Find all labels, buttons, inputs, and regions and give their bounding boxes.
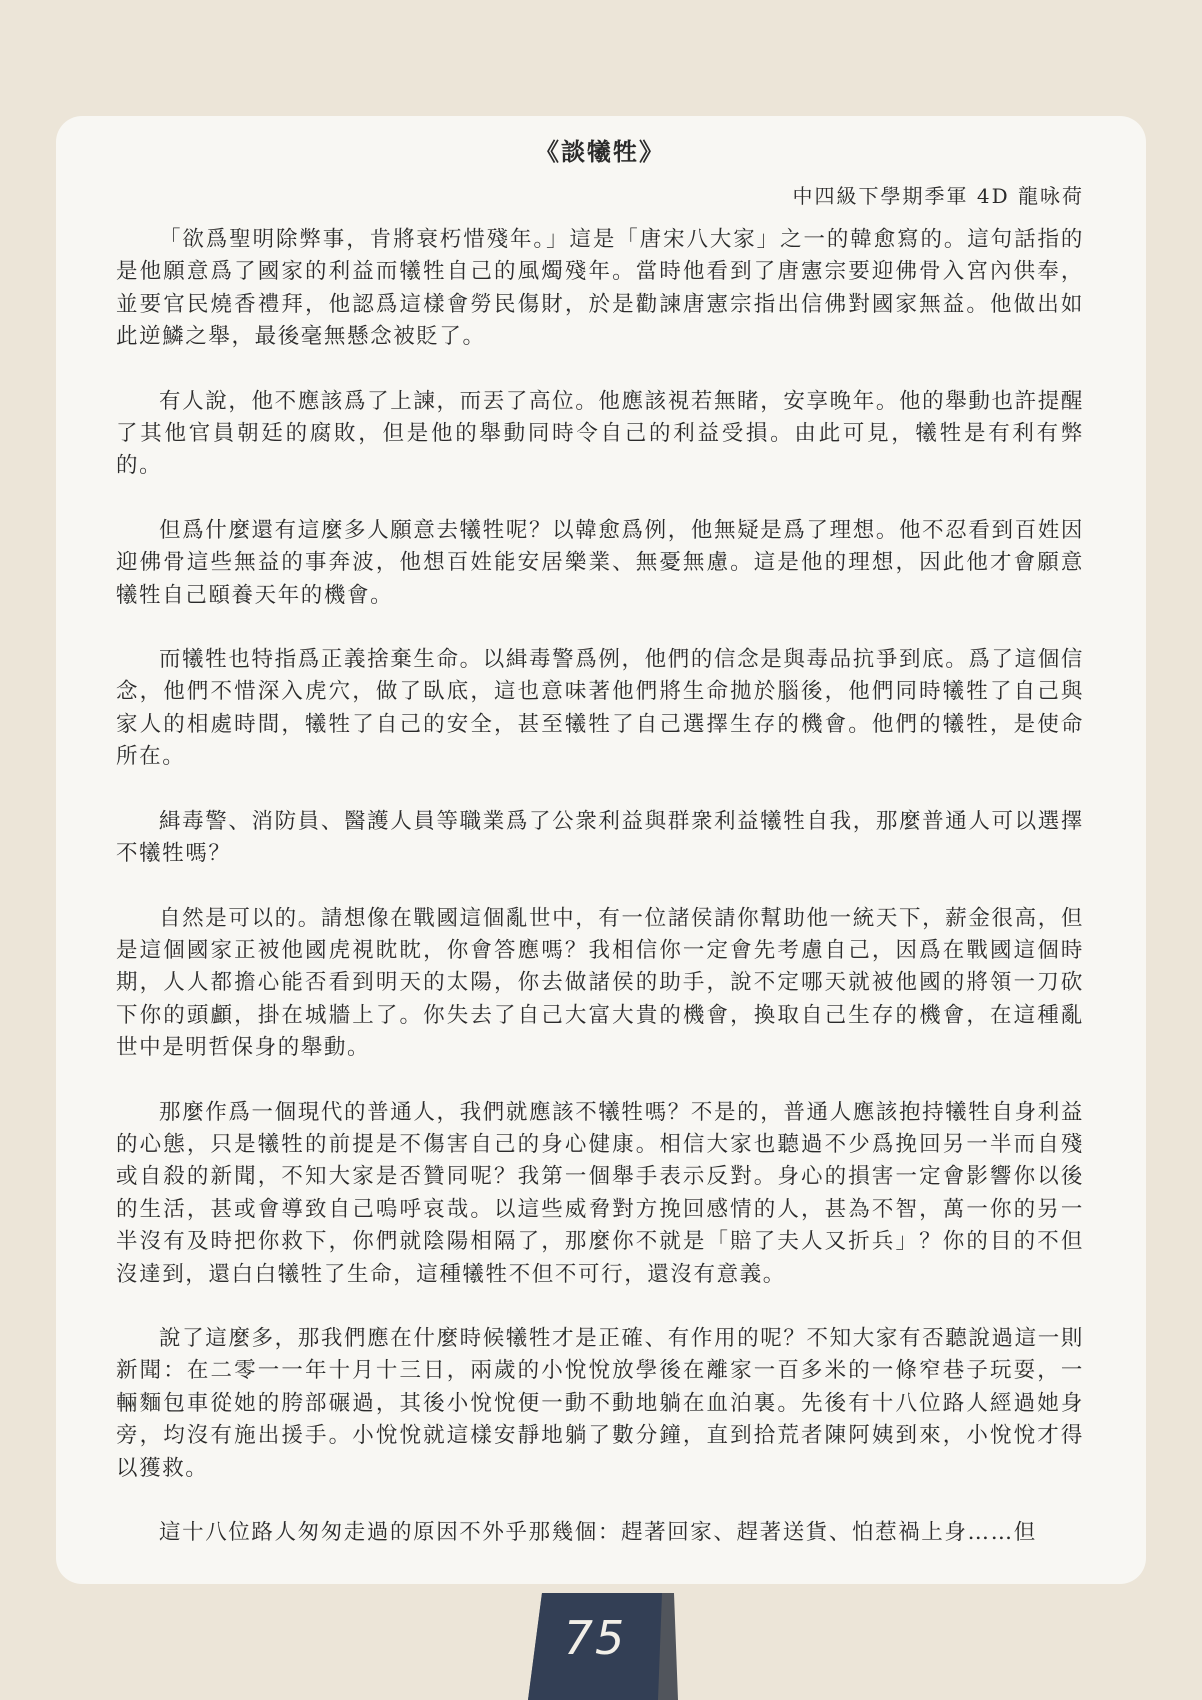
paragraph-5: 緝毒警、消防員、醫護人員等職業爲了公衆利益與群衆利益犧牲自我，那麼普通人可以選擇不犧牲嗎？	[116, 808, 1084, 867]
paragraph-6: 自然是可以的。請想像在戰國這個亂世中，有一位諸侯請你幫助他一統天下，薪金很高，但是這個國家正被他國虎視眈眈，你會答應嗎？我相信你一定會先考慮自己，因爲在戰國這個時期，人人都擔心能否看到明天的太陽，你去做諸侯的助手，說不定哪天就被他國的將領一刀砍下你的頭顱，掛在城牆上了。你失去了自己大富大貴的機會，換取自己生存的機會，在這種亂世中是明哲保身的舉動。	[116, 905, 1084, 1061]
paragraph-4: 而犧牲也特指爲正義捨棄生命。以緝毒警爲例，他們的信念是與毒品抗爭到底。爲了這個信念，他們不惜深入虎穴，做了臥底，這也意味著他們將生命拋於腦後，他們同時犧牲了自己與家人的相處時間，犧牲了自己的安全，甚至犧牲了自己選擇生存的機會。他們的犧牲，是使命所在。	[116, 647, 1084, 770]
paragraph-3: 但爲什麼還有這麼多人願意去犧牲呢？以韓愈爲例，他無疑是爲了理想。他不忍看到百姓因迎佛骨這些無益的事奔波，他想百姓能安居樂業、無憂無慮。這是他的理想，因此他才會願意犧牲自己頤養天年的機會。	[116, 517, 1084, 608]
paragraph-1: 「欲爲聖明除弊事，肯將衰朽惜殘年。」這是「唐宋八大家」之一的韓愈寫的。這句話指的是他願意爲了國家的利益而犧牲自己的風燭殘年。當時他看到了唐憲宗要迎佛骨入宮內供奉，並要官民燒香禮拜，他認爲這樣會勞民傷財，於是勸諫唐憲宗指出信佛對國家無益。他做出如此逆鱗之舉，最後毫無懸念被貶了。	[116, 227, 1084, 350]
page-number: 75	[563, 1611, 627, 1665]
paragraph-8: 說了這麼多，那我們應在什麼時候犧牲才是正確、有作用的呢？不知大家有否聽說過這一則新聞：在二零一一年十月十三日，兩歲的小悅悅放學後在離家一百多米的一條窄巷子玩耍，一輛麵包車從她的胯部碾過，其後小悅悅便一動不動地躺在血泊裏。先後有十八位路人經過她身旁，均沒有施出援手。小悅悅就這樣安靜地躺了數分鐘，直到拾荒者陳阿姨到來，小悅悅才得以獲救。	[116, 1325, 1084, 1481]
paragraph-2: 有人說，他不應該爲了上諫，而丟了高位。他應該視若無睹，安享晚年。他的舉動也許提醒了其他官員朝廷的腐敗，但是他的舉動同時令自己的利益受損。由此可見，犧牲是有利有弊的。	[116, 388, 1084, 479]
article-body	[116, 224, 1084, 1549]
page-number-tab	[528, 1593, 678, 1700]
author-byline: 中四級下學期季軍 4D 龍咏荷	[792, 184, 1084, 208]
paragraph-9: 這十八位路人匆匆走過的原因不外乎那幾個：趕著回家、趕著送貨、怕惹禍上身……但	[159, 1520, 1037, 1545]
article-title: 《談犧牲》	[535, 137, 665, 166]
article-card	[56, 116, 1146, 1584]
paragraph-7: 那麼作爲一個現代的普通人，我們就應該不犧牲嗎？不是的，普通人應該抱持犧牲自身利益的心態，只是犧牲的前提是不傷害自己的身心健康。相信大家也聽過不少爲挽回另一半而自殘或自殺的新聞，不知大家是否贊同呢？我第一個舉手表示反對。身心的損害一定會影響你以後的生活，甚或會導致自己嗚呼哀哉。以這些威脅對方挽回感情的人，甚為不智，萬一你的另一半沒有及時把你救下，你們就陰陽相隔了，那麼你不就是「賠了夫人又折兵」？你的目的不但沒達到，還白白犧牲了生命，這種犧牲不但不可行，還沒有意義。	[116, 1099, 1084, 1287]
